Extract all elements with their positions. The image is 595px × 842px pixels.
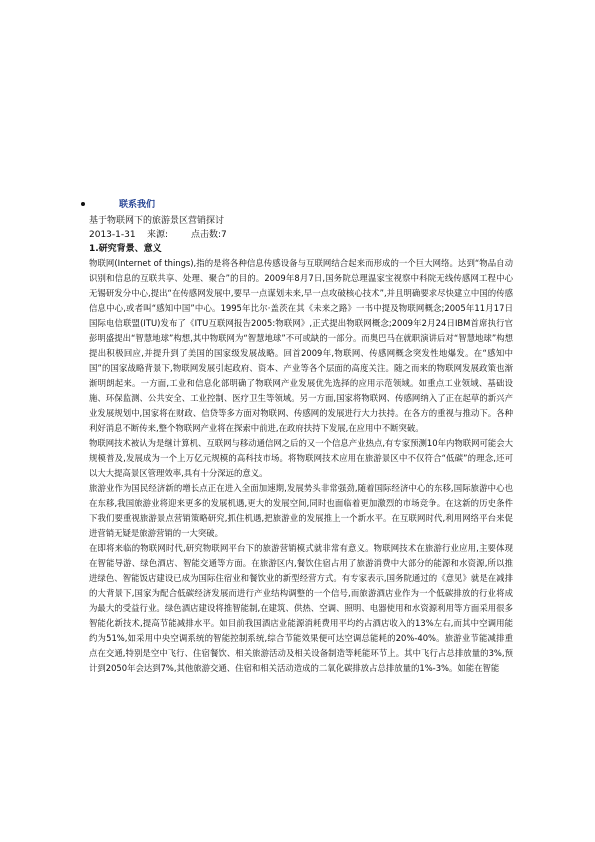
paragraph-3: 旅游业作为国民经济新的增长点正在进入全面加速期,发展势头非常强劲,随着国际经济中心的东移,国际旅游中心也在东移,我国旅游业将迎来更多的发展机遇,更大的发展空间,同时也面临着更加激烈的市场竞争。在这新的历史条件下我们要重视旅游景点营销策略研究,抓住机遇,把旅游业的发展推上一个新水平。在互联网时代,利用网络平台来促进营销无疑是旅游营销的一大突破。 [89,483,513,538]
article-date: 2013-1-31 [89,230,136,240]
paragraph-4: 在即将来临的物联网时代,研究物联网平台下的旅游营销模式就非常有意义。物联网技术在旅游行业应用,主要体现在智能导游、绿色酒店、智能交通等方面。在旅游区内,餐饮住宿占用了旅游消费中大部分的能源和水资源,所以推进绿色、智能饭店建设已成为国际住宿业和餐饮业的新型经营方式。有专家表示,国务院通过的《意见》就是在减排的大背景下,国家为配合低碳经济发展而进行产业结构调整的一个信号,而旅游酒店业作为一个低碳排放的行业将成为最大的受益行业。绿色酒店建设将推智能制,在建筑、供热、空调、照明、电器使用和水资源利用等方面采用很多智能化新技术,提高节能减排水平。如目前我国酒店业能源消耗费用平均约占酒店收入的13%左右,而其中空调用能约为51%,如采用中央空调系统的智能控制系统,综合节能效果便可达空调总能耗的20%-40%。旅游业节能减排重点在交通,特别是空中飞行、住宿餐饮、相关旅游活动及相关设备制造等耗能环节上。其中飞行占总排放量的3%,预计到2050年会达到7%,其他旅游交通、住宿和相关活动造成的二氧化碳排放占总排放量的1%-3%。如能在智能 [89,543,513,673]
article-meta [89,228,513,242]
clicks-label: 点击数: [190,230,222,240]
contact-row [89,198,513,212]
section-heading: 1.研究背景、意义 [89,244,162,254]
paragraph-2: 物联网技术被认为是继计算机、互联网与移动通信网之后的又一个信息产业热点,有专家预测10年内物联网可能会大规模普及,发展成为一个上万亿元规模的高科技市场。将物联网技术应用在旅游景区中不仅符合“低碳”的理念,还可以大大提高景区管理效率,具有十分深远的意义。 [89,438,513,478]
article-title: 基于物联网下的旅游景区营销探讨 [89,216,225,226]
paragraph-1: 物联网(Internet of things),指的是将各种信息传感设备与互联网结合起来而形成的一个巨大网络。达到“物品自动识别和信息的互联共享、处理、聚合”的目的。2009年8月7日,国务院总理温家宝视察中科院无线传感网工程中心无锡研发分中心,提出“在传感网发展中,要早一点谋划未来,早一点攻破核心技术”,并且明确要求尽快建立中国的传感信息中心,或者叫“感知中国”中心。1995年比尔·盖茨在其《未来之路》一书中提及物联网概念;2005年11月17日国际电信联盟(ITU)发布了《ITU互联网报告2005:物联网》,正式提出物联网概念;2009年2月24日IBM首席执行官彭明盛提出“智慧地球”构想,其中物联网为“智慧地球”不可或缺的一部分。而奥巴马在就职演讲后对“智慧地球”构想提出积极回应,并提升到了美国的国家级发展战略。回首2009年,物联网、传感网概念突发性地爆发。在“感知中国”的国家战略背景下,物联网发展引起政府、资本、产业等各个层面的高度关注。随之而来的物联网发展政策也渐渐明朗起来。一方面,工业和信息化部明确了物联网产业发展优先选择的应用示范领域。如重点工业领域、基础设施、环保监测、公共安全、工业控制、医疗卫生等领域。另一方面,国家将物联网、传感网纳入了正在起草的新兴产业发展规划中,国家将在财政、信贷等多方面对物联网、传感网的发展进行大力扶持。在各方的重视与推动下。各种利好消息不断传来,整个物联网产业将在探索中前进,在政府扶持下发展,在应用中不断突破。 [89,258,513,433]
contact-us-link[interactable]: 联系我们 [119,200,156,210]
article-container [89,198,513,676]
source-label: 来源: [147,230,169,240]
clicks-value: 7 [221,230,227,240]
bullet-icon [81,202,85,206]
